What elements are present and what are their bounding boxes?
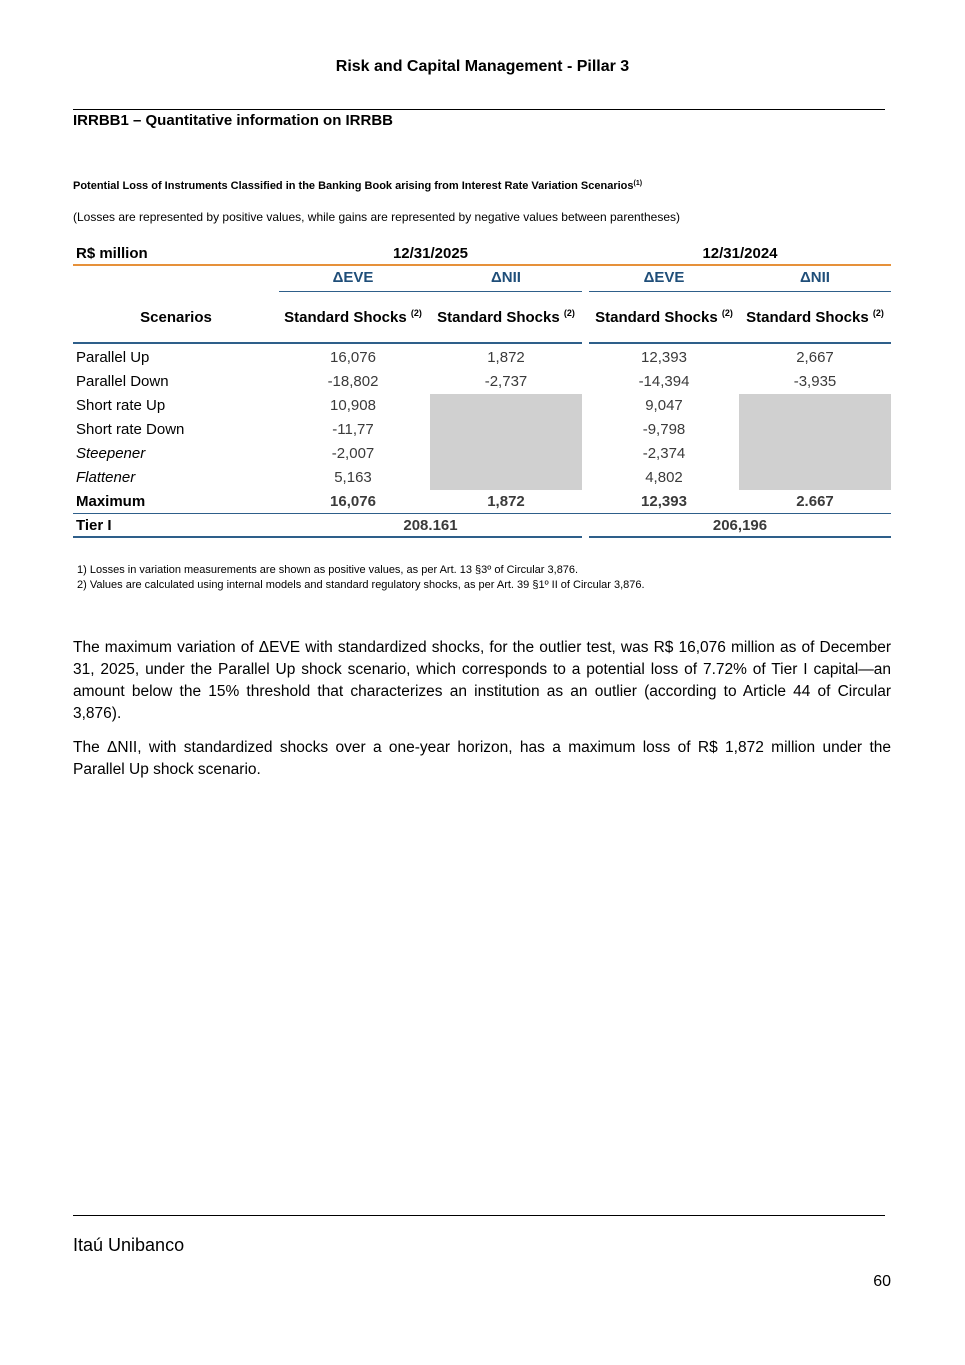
maximum-row bbox=[73, 490, 891, 514]
cell-value: 12,393 bbox=[641, 349, 687, 366]
row-label: Flattener bbox=[76, 469, 136, 486]
table-bottom-rule-left bbox=[73, 536, 582, 538]
maximum-value: 16,076 bbox=[330, 493, 376, 510]
maximum-value: 12,393 bbox=[641, 493, 687, 510]
tier-label: Tier I bbox=[76, 517, 112, 534]
table-row bbox=[73, 394, 891, 418]
table-title bbox=[73, 180, 642, 192]
delta-nii-header-2024: ΔNII bbox=[800, 269, 830, 286]
tier-row bbox=[73, 514, 891, 538]
shock-footnote-ref: (2) bbox=[563, 308, 575, 318]
scenarios-header-row bbox=[73, 292, 891, 344]
header-divider bbox=[73, 109, 885, 110]
shock-header bbox=[739, 292, 891, 344]
table-row bbox=[73, 466, 891, 490]
tier-value-2024: 206,196 bbox=[712, 517, 768, 534]
row-label: Short rate Down bbox=[76, 421, 185, 438]
row-label: Parallel Down bbox=[76, 373, 169, 390]
table-body bbox=[73, 344, 891, 538]
row-label: Steepener bbox=[76, 445, 146, 462]
cell-value: -14,394 bbox=[638, 373, 690, 390]
shock-footnote-ref: (2) bbox=[721, 308, 733, 318]
cell-value: 9,047 bbox=[645, 397, 683, 414]
table-header-row bbox=[73, 242, 891, 266]
maximum-value: 1,872 bbox=[487, 493, 525, 510]
tier-value-2025: 208.161 bbox=[403, 517, 458, 534]
row-label: Parallel Up bbox=[76, 349, 150, 366]
table-title-text: Potential Loss of Instruments Classified in the Banking Book arising from Interest Rate Variation Scenarios bbox=[73, 180, 634, 192]
footnote: 1) Losses in variation measurements are shown as positive values, as per Art. 13 §3º of Circular 3,876. bbox=[77, 564, 579, 576]
cell-value: -2,374 bbox=[642, 445, 686, 462]
delta-eve-header-2025: ΔEVE bbox=[332, 269, 374, 286]
cell-value: -2,737 bbox=[484, 373, 528, 390]
table-bottom-rule-right bbox=[589, 536, 891, 538]
delta-eve-header-2024: ΔEVE bbox=[643, 269, 685, 286]
cell-value: 2,667 bbox=[796, 349, 834, 366]
body-paragraph: The ΔNII, with standardized shocks over a one-year horizon, has a maximum loss of R$ 1,872 million under the Parallel Up shock scenario. bbox=[73, 739, 891, 778]
shock-header bbox=[589, 292, 739, 344]
shock-footnote-ref: (2) bbox=[872, 308, 884, 318]
body-paragraph: The maximum variation of ΔEVE with standardized shocks, for the outlier test, was R$ 16,076 million as of December 31, 2025, under the Parallel Up shock scenario, which corresponds to a potential loss of 7.72% of Tier I capital—an amount below the 15% threshold that characterizes an institution as an outlier (according to Article 44 of Circular 3,876). bbox=[73, 639, 891, 722]
cell-value: 4,802 bbox=[645, 469, 683, 486]
table-title-footnote-ref: (1) bbox=[633, 180, 643, 187]
shock-header-text: Standard Shocks bbox=[746, 309, 869, 326]
footer-brand: Itaú Unibanco bbox=[73, 1235, 185, 1255]
table-row bbox=[73, 442, 891, 466]
cell-value: -3,935 bbox=[793, 373, 837, 390]
maximum-label: Maximum bbox=[76, 493, 146, 510]
table-row bbox=[73, 346, 891, 370]
footnote: 2) Values are calculated using internal models and standard regulatory shocks, as per Art. 39 §1º II of Circular 3,876. bbox=[77, 579, 645, 591]
cell-value: -9,798 bbox=[642, 421, 686, 438]
shock-header-text: Standard Shocks bbox=[284, 309, 407, 326]
cell-value: 5,163 bbox=[334, 469, 372, 486]
row-label: Short rate Up bbox=[76, 397, 166, 414]
page-header-title: Risk and Capital Management - Pillar 3 bbox=[335, 58, 630, 75]
cell-value: 10,908 bbox=[330, 397, 376, 414]
cell-value: -11,77 bbox=[332, 421, 374, 438]
shock-header bbox=[279, 292, 427, 344]
date-header-2025: 12/31/2025 bbox=[392, 245, 469, 262]
footnotes bbox=[77, 563, 645, 593]
unit-label: R$ million bbox=[76, 245, 148, 262]
table-row bbox=[73, 370, 891, 394]
section-title: IRRBB1 – Quantitative information on IRRBB bbox=[73, 112, 394, 129]
maximum-value: 2.667 bbox=[796, 493, 834, 510]
shock-header bbox=[430, 292, 582, 344]
footer-divider bbox=[73, 1215, 885, 1216]
shock-header-text: Standard Shocks bbox=[437, 309, 560, 326]
date-header-2024: 12/31/2024 bbox=[702, 245, 778, 262]
cell-value: -18,802 bbox=[327, 373, 379, 390]
cell-value: 1,872 bbox=[487, 349, 525, 366]
delta-header-row bbox=[73, 266, 891, 292]
irrbb-table bbox=[73, 242, 891, 538]
table-subtitle: (Losses are represented by positive values, while gains are represented by negative values between parentheses) bbox=[73, 210, 681, 224]
shock-footnote-ref: (2) bbox=[410, 308, 422, 318]
page-number: 60 bbox=[873, 1273, 891, 1290]
cell-value: 16,076 bbox=[330, 349, 376, 366]
scenarios-header: Scenarios bbox=[140, 309, 212, 326]
shock-header-text: Standard Shocks bbox=[595, 309, 718, 326]
delta-nii-header-2025: ΔNII bbox=[491, 269, 521, 286]
cell-value: -2,007 bbox=[331, 445, 375, 462]
table-row bbox=[73, 418, 891, 442]
